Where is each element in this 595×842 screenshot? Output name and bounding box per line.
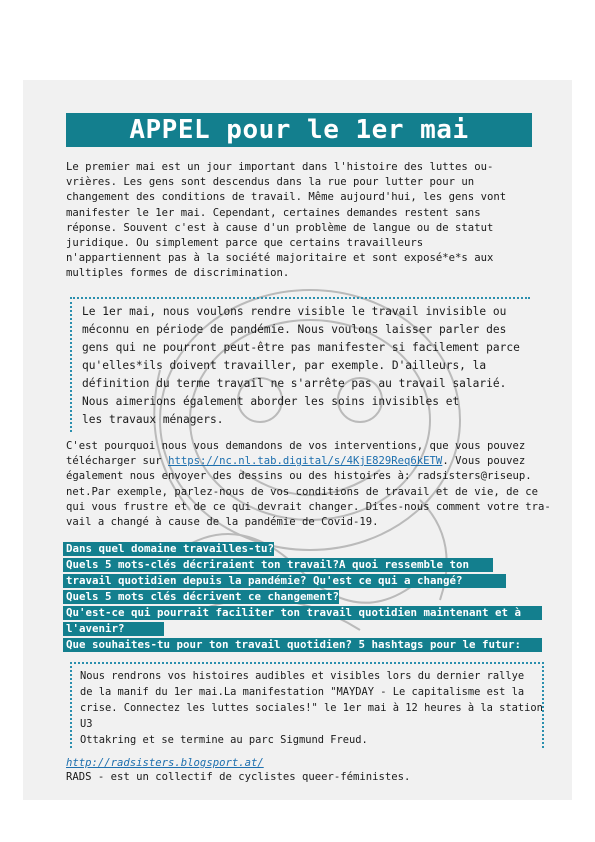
invisible-work-box bbox=[70, 297, 530, 432]
call-line: net.Par exemple, parlez-nous de vos conditions de travail et de vie, de ce bbox=[66, 485, 538, 498]
rally-info-box bbox=[70, 662, 544, 748]
box-line: U3 bbox=[80, 718, 93, 730]
box-line: crise. Connectez les luttes sociales!" le 1er mai à 12 heures à la station bbox=[80, 702, 543, 714]
call-line: qui vous frustre et de ce qui devrait changer. Dites-nous comment votre tra- bbox=[66, 500, 551, 513]
intro-line: Le premier mai est un jour important dans l'histoire des luttes ou- bbox=[66, 161, 494, 173]
question-bar: Qu'est-ce qui pourrait faciliter ton travail quotidien maintenant et à bbox=[63, 606, 542, 620]
intro-line: changement des conditions de travail. Même aujourd'hui, les gens vont bbox=[66, 191, 507, 204]
intro-line: vrières. Les gens sont descendus dans la rue pour lutter pour un bbox=[66, 176, 475, 189]
question-bar: Que souhaites-tu pour ton travail quotidien? 5 hashtags pour le futur: bbox=[63, 638, 542, 652]
upload-link[interactable]: https://nc.nl.tab.digital/s/4KjE829Req6kETW bbox=[168, 455, 443, 468]
intro-line: réponse. Souvent c'est à cause d'un problème de langue ou de statut bbox=[66, 221, 494, 234]
call-line: vail a changé à cause de la pandémie de Covid-19. bbox=[66, 516, 379, 529]
intro-line: manifester le 1er mai. Cependant, certaines demandes restent sans bbox=[66, 206, 481, 219]
call-line-prefix: télécharger sur bbox=[66, 455, 169, 468]
call-line-suffix: . Vous pouvez bbox=[442, 455, 526, 468]
question-bar: Dans quel domaine travailles-tu? bbox=[63, 542, 274, 556]
intro-line: multiples formes de discrimination. bbox=[66, 267, 290, 280]
box-line: définition du terme travail ne s'arrête pas au travail salarié. bbox=[82, 377, 507, 390]
box-line: méconnu en période de pandémie. Nous voulons laisser parler des bbox=[82, 323, 507, 336]
box-line: Nous rendrons vos histoires audibles et visibles lors du dernier rallye bbox=[80, 670, 525, 682]
box-line: Nous aimerions également aborder les soins invisibles et bbox=[82, 395, 460, 408]
call-line: C'est pourquoi nous vous demandons de vos interventions, que vous pouvez bbox=[66, 440, 526, 452]
page-title: APPEL pour le 1er mai bbox=[66, 113, 532, 147]
question-bar: Quels 5 mots-clés décriraient ton travail?A quoi ressemble ton bbox=[63, 558, 493, 572]
box-line: les travaux ménagers. bbox=[82, 413, 224, 426]
intro-line: juridique. Ou simplement parce que certains travailleurs bbox=[66, 237, 424, 250]
question-bar: l'avenir? bbox=[63, 622, 164, 636]
box-line: de la manif du 1er mai.La manifestation "MAYDAY - Le capitalisme est la bbox=[80, 686, 525, 698]
collective-description: RADS - est un collectif de cyclistes queer-féministes. bbox=[66, 771, 411, 783]
box-line: qu'elles*ils doivent travailler, par exemple. D'ailleurs, la bbox=[82, 359, 487, 372]
call-line: également nous envoyer des dessins ou des histoires à: radsisters@riseup. bbox=[66, 470, 532, 483]
intro-line: n'appartiennent pas à la société majoritaire et sont exposé*e*s aux bbox=[66, 252, 494, 265]
intro-paragraph bbox=[66, 160, 536, 282]
call-paragraph bbox=[66, 439, 551, 530]
blog-link[interactable]: http://radsisters.blogsport.at/ bbox=[66, 757, 264, 769]
box-line: Ottakring et se termine au parc Sigmund Freud. bbox=[80, 734, 368, 746]
question-bar: travail quotidien depuis la pandémie? Qu'est ce qui a changé? bbox=[63, 574, 506, 588]
box-line: gens qui ne pourront peut-être pas manifester si facilement parce bbox=[82, 341, 520, 354]
question-bar: Quels 5 mots clés décrivent ce changement? bbox=[63, 590, 339, 604]
box-line: Le 1er mai, nous voulons rendre visible le travail invisible ou bbox=[82, 305, 507, 318]
call-line bbox=[66, 454, 536, 469]
